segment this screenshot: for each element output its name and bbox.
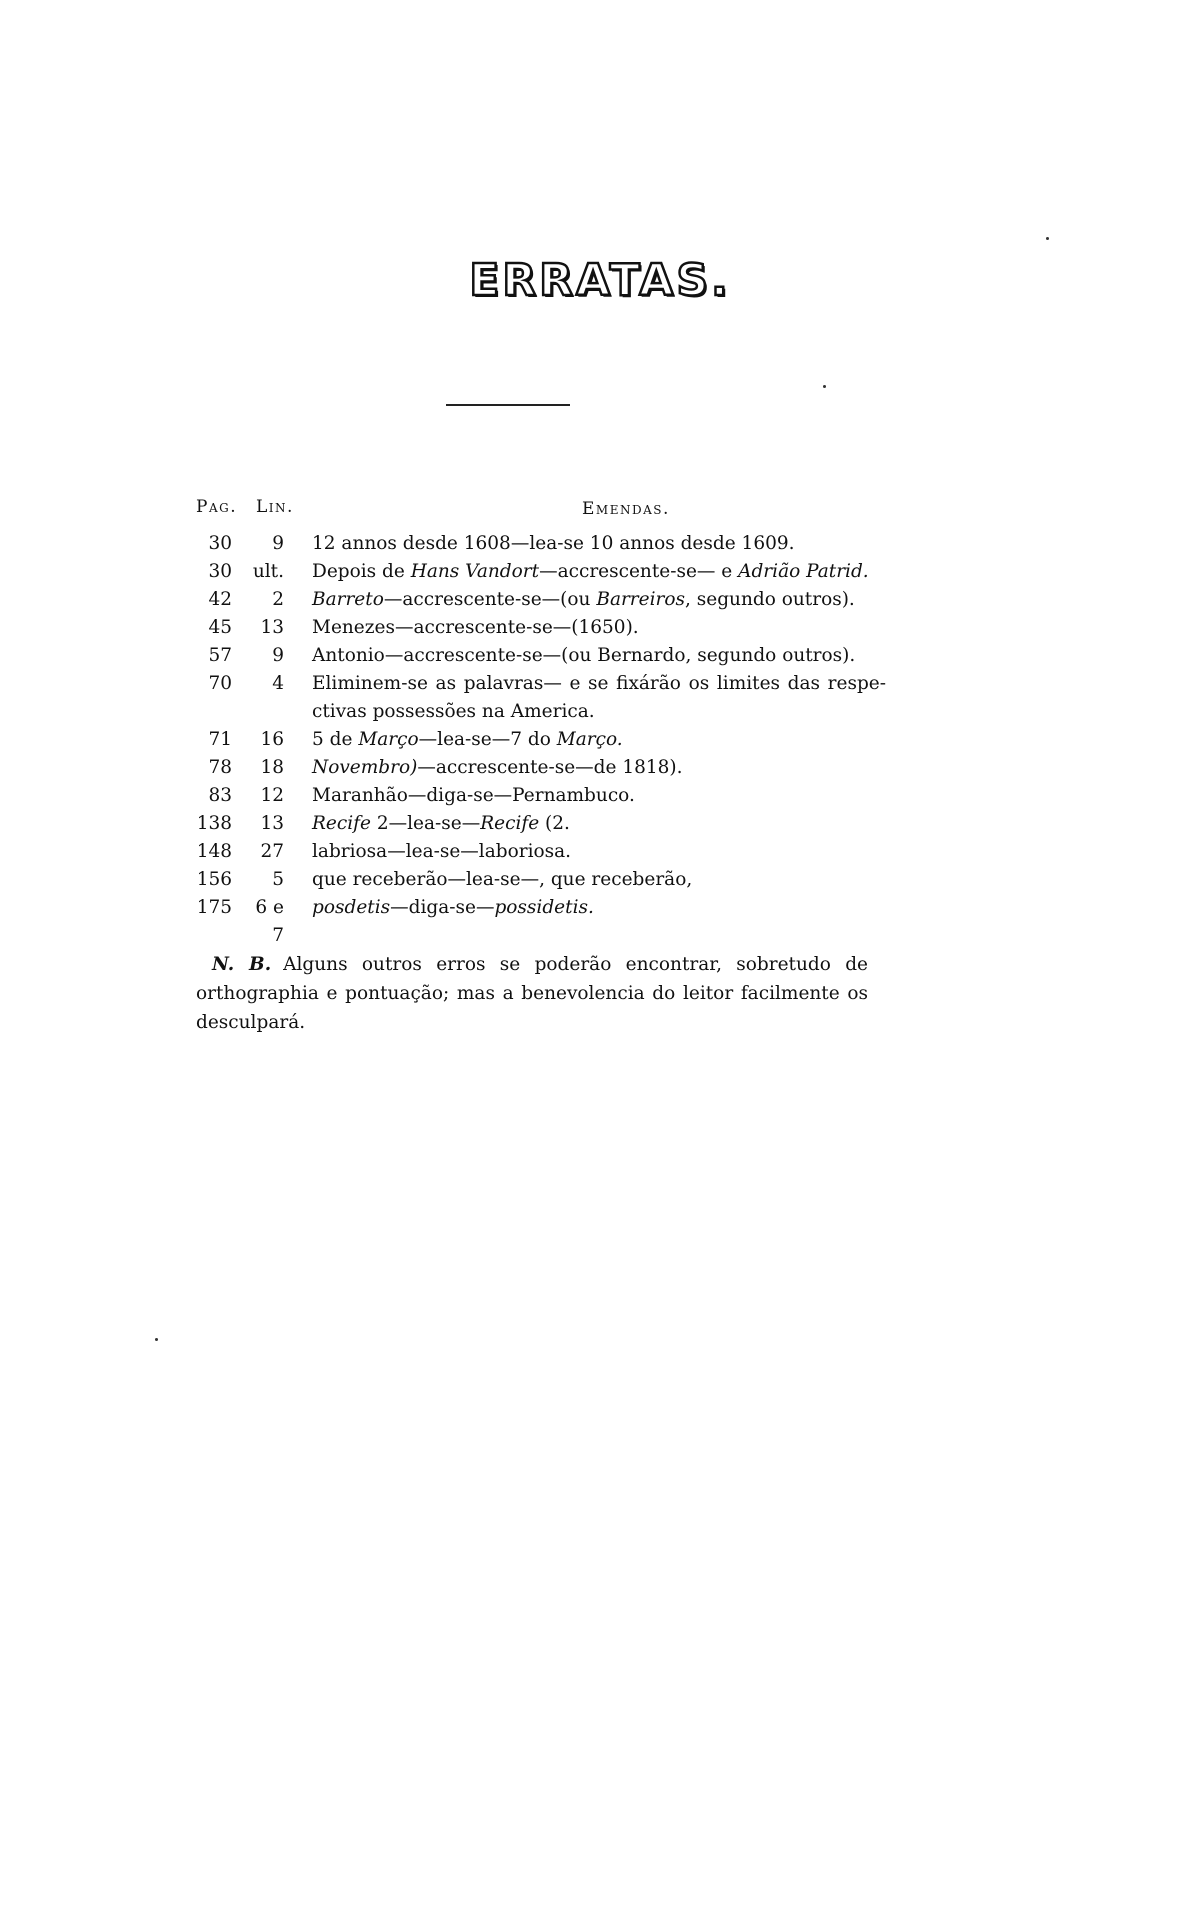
errata-page: 156	[196, 869, 232, 890]
correction-fragment: Março.	[556, 729, 623, 750]
errata-page: 30	[208, 561, 232, 582]
page-title: ERRATAS.	[469, 255, 731, 306]
errata-line: 27	[260, 841, 284, 862]
errata-page: 78	[208, 757, 232, 778]
correction-fragment: Barreiros	[596, 589, 685, 610]
correction-fragment: que receberão—lea-se—, que receberão,	[312, 869, 693, 890]
errata-line: 12	[260, 785, 284, 806]
correction-fragment: Depois de	[312, 561, 411, 582]
errata-line: 16	[260, 729, 284, 750]
nota-bene-text: Alguns outros erros se poderão encontrar, sobretudo de orthographia e pontuação; mas a benevolencia do leitor facilmente os desculpará.	[196, 954, 868, 1033]
errata-row	[196, 614, 886, 642]
errata-row	[196, 754, 886, 782]
correction-fragment: 5 de	[312, 729, 359, 750]
errata-correction	[312, 586, 886, 614]
correction-fragment: , segundo outros).	[685, 589, 855, 610]
errata-row	[196, 838, 886, 866]
errata-correction	[312, 530, 886, 558]
correction-fragment: Maranhão—diga-se—Pernambuco.	[312, 785, 635, 806]
errata-row	[196, 782, 886, 810]
errata-page: 42	[208, 589, 232, 610]
errata-line: 13	[260, 813, 284, 834]
errata-row	[196, 894, 886, 946]
errata-row	[196, 558, 886, 586]
correction-fragment: posdetis	[312, 897, 391, 918]
errata-correction	[312, 782, 886, 810]
header-lin: Lin.	[256, 497, 294, 517]
errata-correction	[312, 614, 886, 642]
errata-correction	[312, 894, 886, 922]
correction-fragment: Recife	[480, 813, 540, 834]
errata-line: 18	[260, 757, 284, 778]
errata-line: 13	[260, 617, 284, 638]
errata-page: 148	[196, 841, 232, 862]
errata-line: 9	[272, 533, 284, 554]
correction-fragment: 12 annos desde 1608—lea-se 10 annos desde 1609.	[312, 533, 795, 554]
errata-list	[196, 530, 886, 946]
errata-line: 9	[272, 645, 284, 666]
table-header	[196, 497, 886, 523]
header-pag: Pag.	[196, 497, 238, 517]
errata-row	[196, 866, 886, 894]
errata-page: 45	[208, 617, 232, 638]
header-emendas: Emendas.	[582, 499, 670, 519]
correction-fragment: —accrescente-se—de 1818).	[417, 757, 683, 778]
correction-fragment: —accrescente-se—(ou	[383, 589, 597, 610]
errata-correction	[312, 866, 886, 894]
errata-correction	[312, 670, 886, 726]
errata-row	[196, 810, 886, 838]
paper-speck	[823, 385, 826, 388]
correction-fragment: 2—lea-se—	[370, 813, 481, 834]
errata-page: 138	[196, 813, 232, 834]
correction-fragment: Eliminem-se as palavras— e se fixárão os limites das respe-ctivas possessões na America.	[312, 673, 886, 722]
paper-speck	[1046, 237, 1049, 240]
correction-fragment: Hans Vandort	[410, 561, 540, 582]
correction-fragment: —lea-se—7 do	[418, 729, 557, 750]
errata-line: 5	[272, 869, 284, 890]
correction-fragment: Adrião Patrid.	[738, 561, 869, 582]
correction-fragment: Março	[358, 729, 419, 750]
correction-fragment: —accrescente-se— e	[539, 561, 739, 582]
correction-fragment: —diga-se—	[390, 897, 495, 918]
errata-row	[196, 586, 886, 614]
errata-row	[196, 726, 886, 754]
errata-page: 70	[208, 673, 232, 694]
errata-line: 2	[272, 589, 284, 610]
errata-correction	[312, 558, 886, 586]
correction-fragment: (2.	[539, 813, 570, 834]
errata-line: 4	[272, 673, 284, 694]
correction-fragment: Recife	[312, 813, 371, 834]
errata-correction	[312, 810, 886, 838]
errata-page: 71	[208, 729, 232, 750]
correction-fragment: Menezes—accrescente-se—(1650).	[312, 617, 639, 638]
nota-bene	[196, 950, 868, 1037]
nota-bene-label: N. B.	[212, 954, 272, 975]
errata-row	[196, 530, 886, 558]
errata-page: 30	[208, 533, 232, 554]
correction-fragment: Novembro)	[312, 757, 418, 778]
title-divider	[446, 404, 570, 406]
errata-correction	[312, 754, 886, 782]
errata-row	[196, 670, 886, 726]
correction-fragment: labriosa—lea-se—laboriosa.	[312, 841, 572, 862]
correction-fragment: Barreto	[312, 589, 384, 610]
errata-correction	[312, 726, 886, 754]
errata-correction	[312, 838, 886, 866]
errata-line: 6 e 7	[255, 897, 284, 946]
errata-line: ult.	[252, 561, 284, 582]
errata-page: 83	[208, 785, 232, 806]
errata-correction	[312, 642, 886, 670]
paper-speck	[155, 1338, 158, 1341]
errata-page: 175	[196, 897, 232, 918]
correction-fragment: possidetis.	[494, 897, 594, 918]
errata-page: 57	[208, 645, 232, 666]
correction-fragment: Antonio—accrescente-se—(ou Bernardo, segundo outros).	[312, 645, 856, 666]
errata-row	[196, 642, 886, 670]
